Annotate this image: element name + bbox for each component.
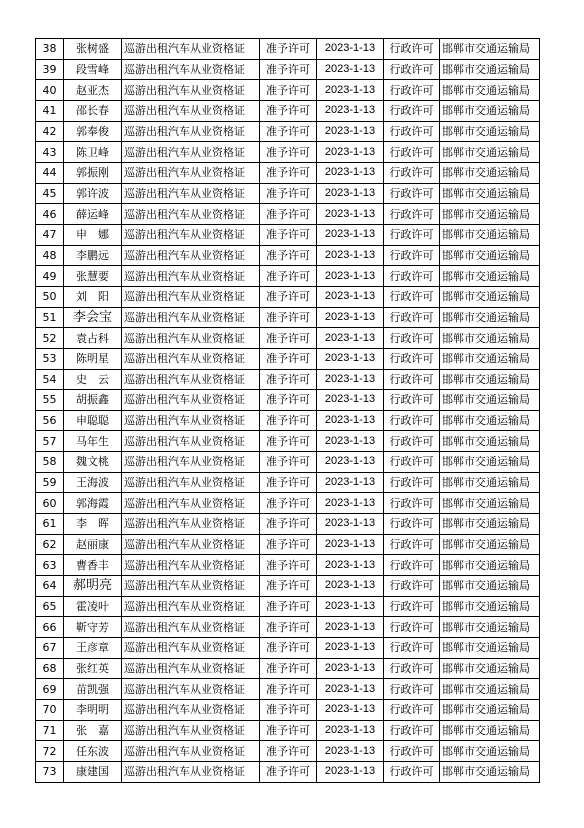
table-row [36,617,540,638]
action-type-cell: 行政许可 [384,245,440,266]
certificate-type-cell: 巡游出租汽车从业资格证 [122,266,260,287]
decision-date-cell: 2023-1-13 [317,286,384,307]
row-number-cell: 68 [36,658,64,679]
certificate-type-cell: 巡游出租汽车从业资格证 [122,534,260,555]
certificate-type-cell: 巡游出租汽车从业资格证 [122,80,260,101]
row-number-cell: 69 [36,679,64,700]
row-number-cell: 62 [36,534,64,555]
certificate-type-cell: 巡游出租汽车从业资格证 [122,617,260,638]
decision-cell: 准予许可 [260,617,317,638]
decision-date-cell: 2023-1-13 [317,472,384,493]
certificate-type-cell: 巡游出租汽车从业资格证 [122,638,260,659]
decision-date-cell: 2023-1-13 [317,679,384,700]
decision-date-cell: 2023-1-13 [317,100,384,121]
certificate-type-cell: 巡游出租汽车从业资格证 [122,720,260,741]
decision-date-cell: 2023-1-13 [317,452,384,473]
row-number-cell: 43 [36,142,64,163]
action-type-cell: 行政许可 [384,452,440,473]
action-type-cell: 行政许可 [384,39,440,60]
decision-cell: 准予许可 [260,761,317,782]
table-row [36,245,540,266]
decision-cell: 准予许可 [260,142,317,163]
person-name-cell: 郝明亮 [64,576,122,597]
row-number-cell: 56 [36,410,64,431]
decision-date-cell: 2023-1-13 [317,183,384,204]
person-name-cell: 史 云 [64,369,122,390]
action-type-cell: 行政许可 [384,534,440,555]
certificate-type-cell: 巡游出租汽车从业资格证 [122,658,260,679]
certificate-type-cell: 巡游出租汽车从业资格证 [122,431,260,452]
person-name-cell: 靳守芳 [64,617,122,638]
certificate-type-cell: 巡游出租汽车从业资格证 [122,576,260,597]
decision-cell: 准予许可 [260,514,317,535]
issuing-authority-cell: 邯郸市交通运输局 [440,369,540,390]
issuing-authority-cell: 邯郸市交通运输局 [440,245,540,266]
person-name-cell: 王彦章 [64,638,122,659]
table-row [36,700,540,721]
certificate-type-cell: 巡游出租汽车从业资格证 [122,555,260,576]
action-type-cell: 行政许可 [384,596,440,617]
action-type-cell: 行政许可 [384,183,440,204]
issuing-authority-cell: 邯郸市交通运输局 [440,204,540,225]
issuing-authority-cell: 邯郸市交通运输局 [440,266,540,287]
row-number-cell: 49 [36,266,64,287]
table-row [36,720,540,741]
issuing-authority-cell: 邯郸市交通运输局 [440,617,540,638]
certificate-type-cell: 巡游出租汽车从业资格证 [122,328,260,349]
person-name-cell: 李 晖 [64,514,122,535]
decision-cell: 准予许可 [260,183,317,204]
action-type-cell: 行政许可 [384,720,440,741]
table-row [36,658,540,679]
certificate-type-cell: 巡游出租汽车从业资格证 [122,245,260,266]
table-row [36,431,540,452]
certificate-type-cell: 巡游出租汽车从业资格证 [122,493,260,514]
person-name-cell: 曹香丰 [64,555,122,576]
decision-date-cell: 2023-1-13 [317,576,384,597]
table-row [36,369,540,390]
decision-date-cell: 2023-1-13 [317,245,384,266]
certificate-type-cell: 巡游出租汽车从业资格证 [122,741,260,762]
row-number-cell: 63 [36,555,64,576]
action-type-cell: 行政许可 [384,348,440,369]
row-number-cell: 42 [36,121,64,142]
issuing-authority-cell: 邯郸市交通运输局 [440,514,540,535]
certificate-type-cell: 巡游出租汽车从业资格证 [122,39,260,60]
person-name-cell: 郭振刚 [64,162,122,183]
issuing-authority-cell: 邯郸市交通运输局 [440,596,540,617]
certificate-type-cell: 巡游出租汽车从业资格证 [122,514,260,535]
certificate-type-cell: 巡游出租汽车从业资格证 [122,596,260,617]
certificate-type-cell: 巡游出租汽车从业资格证 [122,183,260,204]
decision-cell: 准予许可 [260,162,317,183]
decision-date-cell: 2023-1-13 [317,162,384,183]
decision-date-cell: 2023-1-13 [317,39,384,60]
row-number-cell: 47 [36,224,64,245]
table-row [36,638,540,659]
decision-date-cell: 2023-1-13 [317,390,384,411]
person-name-cell: 霍凌叶 [64,596,122,617]
action-type-cell: 行政许可 [384,59,440,80]
table-row [36,452,540,473]
row-number-cell: 41 [36,100,64,121]
decision-cell: 准予许可 [260,328,317,349]
row-number-cell: 54 [36,369,64,390]
table-row [36,204,540,225]
action-type-cell: 行政许可 [384,555,440,576]
issuing-authority-cell: 邯郸市交通运输局 [440,576,540,597]
decision-date-cell: 2023-1-13 [317,142,384,163]
issuing-authority-cell: 邯郸市交通运输局 [440,224,540,245]
person-name-cell: 魏文桃 [64,452,122,473]
row-number-cell: 59 [36,472,64,493]
certificate-type-cell: 巡游出租汽车从业资格证 [122,472,260,493]
issuing-authority-cell: 邯郸市交通运输局 [440,162,540,183]
person-name-cell: 赵亚杰 [64,80,122,101]
decision-date-cell: 2023-1-13 [317,369,384,390]
action-type-cell: 行政许可 [384,204,440,225]
table-row [36,576,540,597]
issuing-authority-cell: 邯郸市交通运输局 [440,720,540,741]
person-name-cell: 袁占科 [64,328,122,349]
table-row [36,224,540,245]
issuing-authority-cell: 邯郸市交通运输局 [440,658,540,679]
issuing-authority-cell: 邯郸市交通运输局 [440,183,540,204]
decision-date-cell: 2023-1-13 [317,700,384,721]
row-number-cell: 72 [36,741,64,762]
row-number-cell: 44 [36,162,64,183]
row-number-cell: 73 [36,761,64,782]
decision-cell: 准予许可 [260,555,317,576]
decision-date-cell: 2023-1-13 [317,720,384,741]
person-name-cell: 李鹏远 [64,245,122,266]
certificate-type-cell: 巡游出租汽车从业资格证 [122,390,260,411]
action-type-cell: 行政许可 [384,286,440,307]
certificate-type-cell: 巡游出租汽车从业资格证 [122,121,260,142]
row-number-cell: 51 [36,307,64,328]
issuing-authority-cell: 邯郸市交通运输局 [440,431,540,452]
table-row [36,142,540,163]
decision-cell: 准予许可 [260,59,317,80]
certificate-type-cell: 巡游出租汽车从业资格证 [122,100,260,121]
decision-cell: 准予许可 [260,410,317,431]
certificate-type-cell: 巡游出租汽车从业资格证 [122,452,260,473]
certificate-type-cell: 巡游出租汽车从业资格证 [122,59,260,80]
issuing-authority-cell: 邯郸市交通运输局 [440,452,540,473]
action-type-cell: 行政许可 [384,100,440,121]
decision-cell: 准予许可 [260,204,317,225]
table-row [36,741,540,762]
row-number-cell: 45 [36,183,64,204]
certificate-type-cell: 巡游出租汽车从业资格证 [122,700,260,721]
issuing-authority-cell: 邯郸市交通运输局 [440,472,540,493]
permit-table-body [36,39,540,783]
person-name-cell: 段雪峰 [64,59,122,80]
issuing-authority-cell: 邯郸市交通运输局 [440,638,540,659]
issuing-authority-cell: 邯郸市交通运输局 [440,328,540,349]
decision-cell: 准予许可 [260,39,317,60]
decision-cell: 准予许可 [260,472,317,493]
table-row [36,348,540,369]
decision-cell: 准予许可 [260,431,317,452]
issuing-authority-cell: 邯郸市交通运输局 [440,534,540,555]
table-row [36,761,540,782]
decision-cell: 准予许可 [260,700,317,721]
decision-cell: 准予许可 [260,80,317,101]
decision-cell: 准予许可 [260,286,317,307]
action-type-cell: 行政许可 [384,617,440,638]
action-type-cell: 行政许可 [384,369,440,390]
person-name-cell: 李明明 [64,700,122,721]
decision-cell: 准予许可 [260,576,317,597]
person-name-cell: 李会宝 [64,307,122,328]
decision-date-cell: 2023-1-13 [317,224,384,245]
row-number-cell: 67 [36,638,64,659]
certificate-type-cell: 巡游出租汽车从业资格证 [122,348,260,369]
action-type-cell: 行政许可 [384,679,440,700]
decision-cell: 准予许可 [260,493,317,514]
issuing-authority-cell: 邯郸市交通运输局 [440,679,540,700]
issuing-authority-cell: 邯郸市交通运输局 [440,761,540,782]
certificate-type-cell: 巡游出租汽车从业资格证 [122,286,260,307]
decision-date-cell: 2023-1-13 [317,555,384,576]
decision-cell: 准予许可 [260,245,317,266]
table-row [36,328,540,349]
table-row [36,286,540,307]
table-row [36,59,540,80]
action-type-cell: 行政许可 [384,700,440,721]
decision-cell: 准予许可 [260,307,317,328]
table-row [36,410,540,431]
decision-date-cell: 2023-1-13 [317,348,384,369]
issuing-authority-cell: 邯郸市交通运输局 [440,39,540,60]
issuing-authority-cell: 邯郸市交通运输局 [440,741,540,762]
decision-date-cell: 2023-1-13 [317,266,384,287]
table-row [36,121,540,142]
decision-cell: 准予许可 [260,720,317,741]
issuing-authority-cell: 邯郸市交通运输局 [440,100,540,121]
issuing-authority-cell: 邯郸市交通运输局 [440,121,540,142]
action-type-cell: 行政许可 [384,431,440,452]
issuing-authority-cell: 邯郸市交通运输局 [440,142,540,163]
decision-date-cell: 2023-1-13 [317,514,384,535]
decision-date-cell: 2023-1-13 [317,638,384,659]
table-row [36,162,540,183]
action-type-cell: 行政许可 [384,638,440,659]
decision-date-cell: 2023-1-13 [317,741,384,762]
action-type-cell: 行政许可 [384,493,440,514]
action-type-cell: 行政许可 [384,741,440,762]
action-type-cell: 行政许可 [384,142,440,163]
action-type-cell: 行政许可 [384,224,440,245]
table-row [36,39,540,60]
person-name-cell: 任东波 [64,741,122,762]
person-name-cell: 张树盛 [64,39,122,60]
issuing-authority-cell: 邯郸市交通运输局 [440,493,540,514]
row-number-cell: 66 [36,617,64,638]
table-row [36,80,540,101]
decision-cell: 准予许可 [260,596,317,617]
issuing-authority-cell: 邯郸市交通运输局 [440,410,540,431]
decision-date-cell: 2023-1-13 [317,121,384,142]
certificate-type-cell: 巡游出租汽车从业资格证 [122,307,260,328]
action-type-cell: 行政许可 [384,410,440,431]
person-name-cell: 胡振鑫 [64,390,122,411]
decision-date-cell: 2023-1-13 [317,80,384,101]
person-name-cell: 郭奉俊 [64,121,122,142]
row-number-cell: 50 [36,286,64,307]
decision-date-cell: 2023-1-13 [317,204,384,225]
person-name-cell: 邵长春 [64,100,122,121]
row-number-cell: 64 [36,576,64,597]
action-type-cell: 行政许可 [384,307,440,328]
person-name-cell: 申聪聪 [64,410,122,431]
issuing-authority-cell: 邯郸市交通运输局 [440,390,540,411]
action-type-cell: 行政许可 [384,761,440,782]
certificate-type-cell: 巡游出租汽车从业资格证 [122,162,260,183]
action-type-cell: 行政许可 [384,658,440,679]
decision-cell: 准予许可 [260,266,317,287]
decision-cell: 准予许可 [260,100,317,121]
person-name-cell: 王海波 [64,472,122,493]
issuing-authority-cell: 邯郸市交通运输局 [440,700,540,721]
row-number-cell: 61 [36,514,64,535]
row-number-cell: 65 [36,596,64,617]
row-number-cell: 39 [36,59,64,80]
action-type-cell: 行政许可 [384,328,440,349]
decision-date-cell: 2023-1-13 [317,59,384,80]
row-number-cell: 71 [36,720,64,741]
issuing-authority-cell: 邯郸市交通运输局 [440,348,540,369]
row-number-cell: 48 [36,245,64,266]
decision-date-cell: 2023-1-13 [317,431,384,452]
certificate-type-cell: 巡游出租汽车从业资格证 [122,204,260,225]
person-name-cell: 陈卫峰 [64,142,122,163]
table-row [36,679,540,700]
decision-cell: 准予许可 [260,534,317,555]
decision-cell: 准予许可 [260,369,317,390]
person-name-cell: 陈明星 [64,348,122,369]
issuing-authority-cell: 邯郸市交通运输局 [440,555,540,576]
person-name-cell: 马年生 [64,431,122,452]
decision-date-cell: 2023-1-13 [317,307,384,328]
certificate-type-cell: 巡游出租汽车从业资格证 [122,679,260,700]
decision-cell: 准予许可 [260,121,317,142]
decision-cell: 准予许可 [260,390,317,411]
person-name-cell: 申 娜 [64,224,122,245]
issuing-authority-cell: 邯郸市交通运输局 [440,59,540,80]
row-number-cell: 52 [36,328,64,349]
issuing-authority-cell: 邯郸市交通运输局 [440,307,540,328]
row-number-cell: 46 [36,204,64,225]
table-row [36,596,540,617]
decision-date-cell: 2023-1-13 [317,761,384,782]
table-row [36,183,540,204]
decision-date-cell: 2023-1-13 [317,493,384,514]
table-row [36,390,540,411]
row-number-cell: 55 [36,390,64,411]
certificate-type-cell: 巡游出租汽车从业资格证 [122,410,260,431]
person-name-cell: 郭海霞 [64,493,122,514]
action-type-cell: 行政许可 [384,162,440,183]
action-type-cell: 行政许可 [384,576,440,597]
decision-date-cell: 2023-1-13 [317,658,384,679]
row-number-cell: 60 [36,493,64,514]
row-number-cell: 53 [36,348,64,369]
action-type-cell: 行政许可 [384,121,440,142]
decision-date-cell: 2023-1-13 [317,596,384,617]
decision-cell: 准予许可 [260,452,317,473]
table-row [36,555,540,576]
decision-cell: 准予许可 [260,638,317,659]
action-type-cell: 行政许可 [384,514,440,535]
row-number-cell: 70 [36,700,64,721]
action-type-cell: 行政许可 [384,266,440,287]
certificate-type-cell: 巡游出租汽车从业资格证 [122,224,260,245]
decision-cell: 准予许可 [260,741,317,762]
person-name-cell: 张慧要 [64,266,122,287]
person-name-cell: 康建国 [64,761,122,782]
person-name-cell: 薛运峰 [64,204,122,225]
decision-cell: 准予许可 [260,679,317,700]
certificate-type-cell: 巡游出租汽车从业资格证 [122,761,260,782]
table-row [36,493,540,514]
person-name-cell: 刘 阳 [64,286,122,307]
table-row [36,100,540,121]
action-type-cell: 行政许可 [384,472,440,493]
row-number-cell: 58 [36,452,64,473]
person-name-cell: 张 嘉 [64,720,122,741]
table-row [36,534,540,555]
decision-cell: 准予许可 [260,348,317,369]
person-name-cell: 张红英 [64,658,122,679]
decision-cell: 准予许可 [260,224,317,245]
table-row [36,472,540,493]
table-row [36,307,540,328]
row-number-cell: 38 [36,39,64,60]
table-row [36,514,540,535]
row-number-cell: 40 [36,80,64,101]
certificate-type-cell: 巡游出租汽车从业资格证 [122,142,260,163]
row-number-cell: 57 [36,431,64,452]
person-name-cell: 苗凯强 [64,679,122,700]
decision-cell: 准予许可 [260,658,317,679]
decision-date-cell: 2023-1-13 [317,328,384,349]
table-row [36,266,540,287]
decision-date-cell: 2023-1-13 [317,410,384,431]
issuing-authority-cell: 邯郸市交通运输局 [440,286,540,307]
action-type-cell: 行政许可 [384,80,440,101]
certificate-type-cell: 巡游出租汽车从业资格证 [122,369,260,390]
person-name-cell: 郭许波 [64,183,122,204]
permit-table [35,38,540,783]
decision-date-cell: 2023-1-13 [317,534,384,555]
decision-date-cell: 2023-1-13 [317,617,384,638]
issuing-authority-cell: 邯郸市交通运输局 [440,80,540,101]
action-type-cell: 行政许可 [384,390,440,411]
person-name-cell: 赵丽康 [64,534,122,555]
